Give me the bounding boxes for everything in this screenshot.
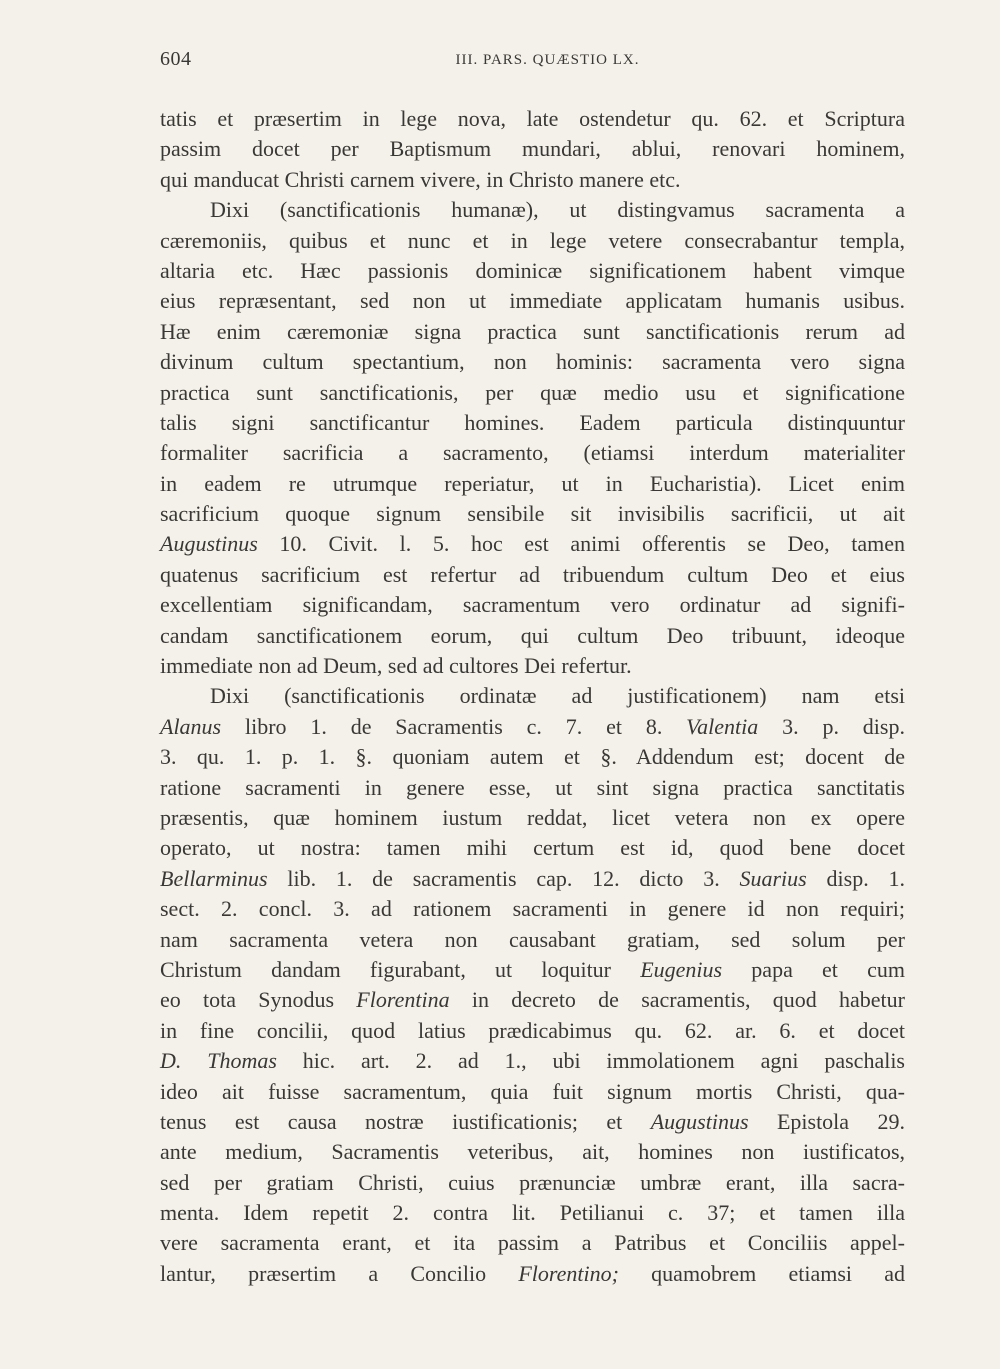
text-line: 3. qu. 1. p. 1. §. quoniam autem et §. Addendum est; docent de xyxy=(160,744,905,770)
page-number: 604 xyxy=(160,48,192,70)
italic-name: Eugenius xyxy=(640,956,723,982)
text-segment: lib. 1. de sacramentis cap. 12. dicto 3. xyxy=(267,865,740,891)
text-line: menta. Idem repetit 2. contra lit. Petilianui c. 37; et tamen illa xyxy=(160,1200,905,1226)
text-line: Hæ enim cæremoniæ signa practica sunt sanctificationis rerum ad xyxy=(160,318,905,344)
text-segment: tenus est causa nostræ iustificationis; et xyxy=(160,1108,651,1134)
text-line: in fine concilii, quod latius prædicabimus qu. 62. ar. 6. et docet xyxy=(160,1017,905,1043)
text-line: vere sacramenta erant, et ita passim a Patribus et Conciliis appel- xyxy=(160,1230,905,1256)
text-line: ideo ait fuisse sacramentum, quia fuit signum mortis Christi, qua- xyxy=(160,1078,905,1104)
text-segment: disp. 1. xyxy=(806,865,905,891)
text-line: divinum cultum spectantium, non hominis: sacramenta vero signa xyxy=(160,349,905,375)
text-line: formaliter sacrificia a sacramento, (etiamsi interdum materialiter xyxy=(160,440,905,466)
text-segment: Epistola 29. xyxy=(748,1108,905,1134)
text-line: sacrificium quoque signum sensibile sit invisibilis sacrificii, ut ait xyxy=(160,501,905,527)
text-line xyxy=(160,1107,905,1137)
text-line xyxy=(160,985,905,1015)
text-line: operato, ut nostra: tamen mihi certum est id, quod bene docet xyxy=(160,835,905,861)
italic-name: Bellarminus xyxy=(160,865,268,891)
text-line: altaria etc. Hæc passionis dominicæ significationem habent vimque xyxy=(160,257,905,283)
text-segment: quamobrem etiamsi ad xyxy=(618,1260,906,1286)
text-line: candam sanctificationem eorum, qui cultum Deo tribuunt, ideoque xyxy=(160,622,905,648)
text-segment: lantur, præsertim a Concilio xyxy=(160,1260,519,1286)
text-line: practica sunt sanctificationis, per quæ medio usu et significatione xyxy=(160,379,905,405)
text-line: talis signi sanctificantur homines. Eadem particula distinquuntur xyxy=(160,409,905,435)
text-line xyxy=(160,864,905,894)
text-line: passim docet per Baptismum mundari, ablui, renovari hominem, xyxy=(160,136,905,162)
text-line: quatenus sacrificium est refertur ad tribuendum cultum Deo et eius xyxy=(160,561,905,587)
text-line: sect. 2. concl. 3. ad rationem sacramenti in genere id non requiri; xyxy=(160,896,905,922)
text-segment: libro 1. de Sacramentis c. 7. et 8. xyxy=(221,713,687,739)
italic-name: Augustinus xyxy=(160,531,258,557)
page-header xyxy=(160,48,905,72)
text-line: Dixi (sanctificationis ordinatæ ad justificationem) nam etsi xyxy=(210,683,905,709)
text-line xyxy=(160,529,905,559)
text-line: in eadem re utrumque reperiatur, ut in Eucharistia). Licet enim xyxy=(160,470,905,496)
text-line: tatis et præsertim in lege nova, late ostendetur qu. 62. et Scriptura xyxy=(160,106,905,131)
text-line: sed per gratiam Christi, cuius prænunciæ umbræ erant, illa sacra- xyxy=(160,1169,905,1195)
italic-name: Augustinus xyxy=(650,1108,749,1134)
text-line: præsentis, quæ hominem iustum reddat, licet vetera non ex opere xyxy=(160,804,905,830)
text-line: nam sacramenta vetera non causabant gratiam, sed solum per xyxy=(160,926,905,952)
text-line xyxy=(160,1259,905,1289)
text-segment: 3. p. disp. xyxy=(758,713,905,739)
italic-name: Alanus xyxy=(160,713,222,739)
text-segment: papa et cum xyxy=(722,956,905,982)
text-line xyxy=(160,1046,905,1076)
text-line: eius repræsentant, sed non ut immediate applicatam humanis usibus. xyxy=(160,288,905,314)
italic-name: Valentia xyxy=(686,713,759,739)
text-line: ratione sacramenti in genere esse, ut sint signa practica sanctitatis xyxy=(160,774,905,800)
text-segment: hic. art. 2. ad 1., ubi immolationem agni paschalis xyxy=(276,1048,905,1074)
italic-name: Suarius xyxy=(739,865,807,891)
italic-name: D. Thomas xyxy=(160,1048,277,1074)
text-line xyxy=(160,955,905,985)
text-segment: 10. Civit. l. 5. hoc est animi offerentis se Deo, tamen xyxy=(257,531,905,557)
text-line xyxy=(160,712,905,742)
text-line: Dixi (sanctificationis humanæ), ut distingvamus sacramenta a xyxy=(210,197,905,223)
body-text xyxy=(160,104,905,1289)
text-line: cæremoniis, quibus et nunc et in lege vetere consecrabantur templa, xyxy=(160,227,905,253)
text-line: qui manducat Christi carnem vivere, in Christo manere etc. xyxy=(160,166,681,192)
text-line: immediate non ad Deum, sed ad cultores Dei refertur. xyxy=(160,653,632,679)
text-line: ante medium, Sacramentis veteribus, ait, homines non iustificatos, xyxy=(160,1139,905,1165)
running-head: III. PARS. QUÆSTIO LX. xyxy=(455,52,640,68)
italic-name: Florentino; xyxy=(518,1260,619,1286)
text-segment: eo tota Synodus xyxy=(160,987,357,1013)
text-line: excellentiam significandam, sacramentum vero ordinatur ad signifi- xyxy=(160,592,905,618)
italic-name: Florentina xyxy=(356,987,450,1013)
text-segment: Christum dandam figurabant, ut loquitur xyxy=(160,956,641,982)
text-segment: in decreto de sacramentis, quod habetur xyxy=(449,987,905,1013)
